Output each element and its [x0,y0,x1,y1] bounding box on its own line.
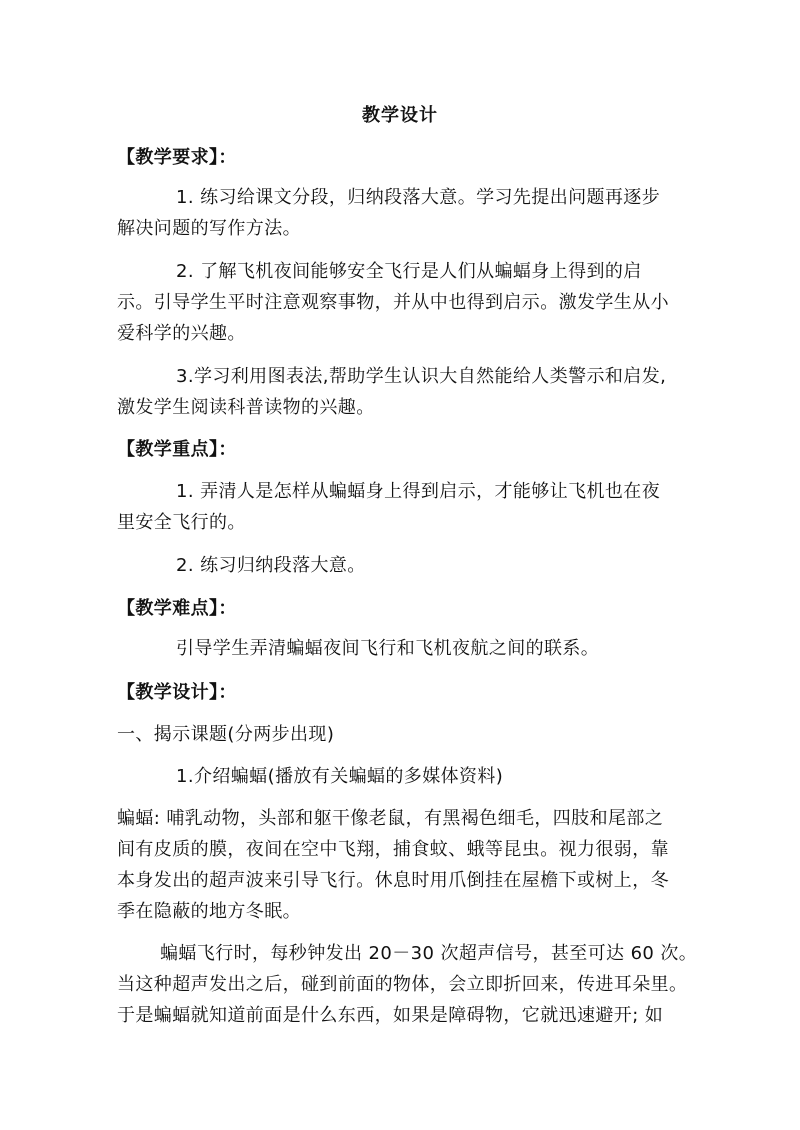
paragraph-line: 当这种超声发出之后，碰到前面的物体，会立即折回来，传进耳朵里。 [117,974,688,995]
paragraph-line: 1. 弄清人是怎样从蝙蝠身上得到启示，才能够让飞机也在夜 [176,481,661,502]
paragraph-line: 引导学生弄清蝙蝠夜间飞行和飞机夜航之间的联系。 [176,638,600,659]
section-heading-requirements: 【教学要求】： [117,147,237,168]
section-heading-design: 【教学设计】： [117,682,237,703]
paragraph-line: 2. 练习归纳段落大意。 [176,555,366,576]
paragraph-line: 3.学习利用图表法,帮助学生认识大自然能给人类警示和启发, [176,366,667,387]
paragraph-line: 蝙蝠: 哺乳动物，头部和躯干像老鼠，有黑褐色细毛，四肢和尾部之 [117,808,664,829]
paragraph-line: 里安全飞行的。 [117,512,246,533]
paragraph-line: 2. 了解飞机夜间能够安全飞行是人们从蝙蝠身上得到的启 [176,261,642,282]
paragraph-line: 1.介绍蝙蝠(播放有关蝙蝠的多媒体资料) [176,766,504,787]
paragraph-line: 于是蝙蝠就知道前面是什么东西，如果是障碍物，它就迅速避开; 如 [117,1005,664,1026]
paragraph-line: 激发学生阅读科普读物的兴趣。 [117,397,375,418]
document-title: 教学设计 [362,105,438,126]
paragraph-line: 蝙蝠飞行时，每秒钟发出 20－30 次超声信号，甚至可达 60 次。 [160,943,698,964]
paragraph-line: 解决问题的写作方法。 [117,218,301,239]
paragraph-line: 间有皮质的膜，夜间在空中飞翔，捕食蚊、蛾等昆虫。视力很弱，靠 [117,839,669,860]
paragraph-line: 示。引导学生平时注意观察事物，并从中也得到启示。激发学生从小 [117,292,669,313]
paragraph-line: 一、揭示课题(分两步出现) [117,724,335,745]
paragraph-line: 本身发出的超声波来引导飞行。休息时用爪倒挂在屋檐下或树上，冬 [117,870,669,891]
section-heading-key-points: 【教学重点】： [117,439,237,460]
paragraph-line: 爱科学的兴趣。 [117,323,246,344]
paragraph-line: 季在隐蔽的地方冬眠。 [117,901,301,922]
paragraph-line: 1. 练习给课文分段，归纳段落大意。学习先提出问题再逐步 [176,187,661,208]
section-heading-difficulties: 【教学难点】： [117,598,237,619]
